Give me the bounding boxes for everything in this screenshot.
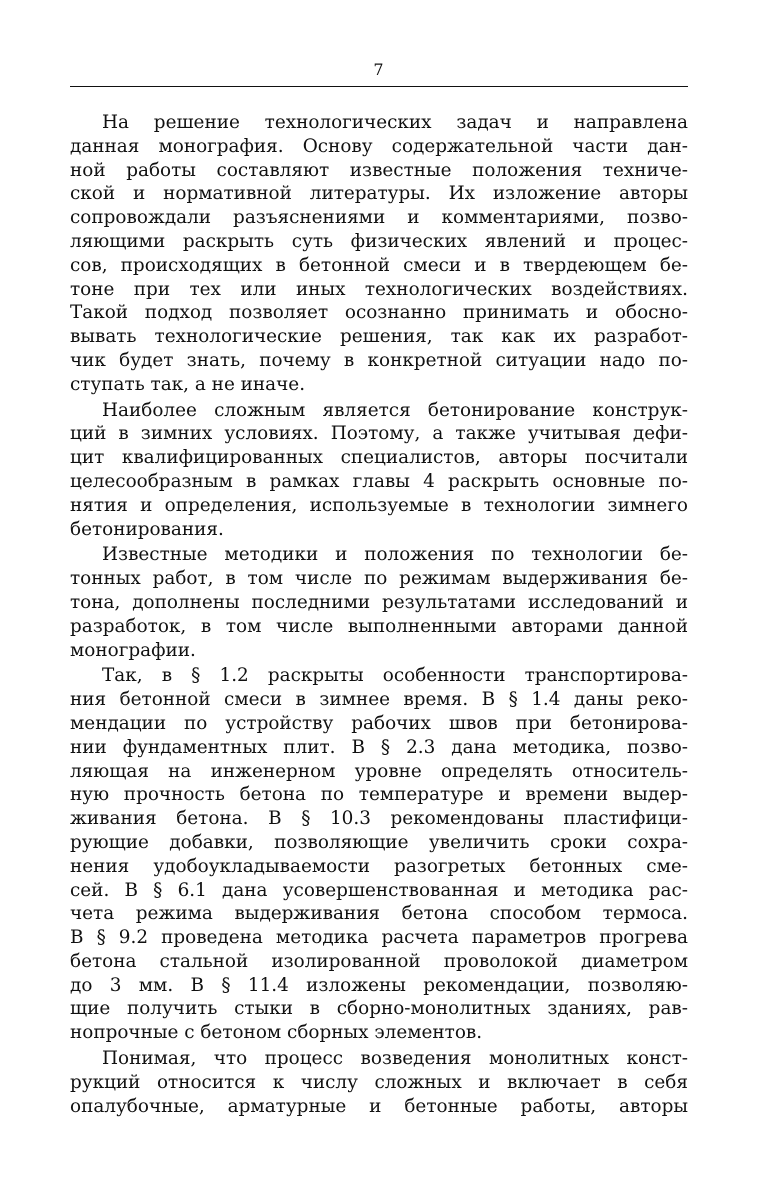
text-line: тона, дополнены последними результатами исследований и <box>70 591 688 613</box>
text-line: нения удобоукладываемости разогретых бетонных сме- <box>70 855 688 877</box>
text-line: нятия и определения, используемые в технологии зимнего <box>70 494 688 516</box>
body-text <box>70 111 688 1118</box>
paragraph <box>70 399 688 542</box>
text-line: опалубочные, арматурные и бетонные работы, авторы <box>70 1095 688 1117</box>
text-line: монографии. <box>70 639 196 661</box>
text-line: ляющая на инженерном уровне определять относитель- <box>70 760 688 782</box>
text-line: цит квалифицированных специалистов, авторы посчитали <box>70 447 688 469</box>
text-line: до 3 мм. В § 11.4 изложены рекомендации, позволяю- <box>70 974 688 996</box>
text-line: бетонирования. <box>70 518 224 540</box>
text-line: сов, происходящих в бетонной смеси и в твердеющем бе- <box>70 254 688 276</box>
text-line: На решение технологических задач и направлена <box>102 112 688 133</box>
text-line: Известные методики и положения по технологии бе- <box>102 544 688 566</box>
text-line: щие получить стыки в сборно-монолитных зданиях, рав- <box>70 998 688 1020</box>
paragraph <box>70 111 688 397</box>
text-line: тоне при тех или иных технологических воздействиях. <box>70 278 688 300</box>
text-line: целесообразным в рамках главы 4 раскрыть основные по- <box>70 470 688 492</box>
text-line: ния бетонной смеси в зимнее время. В § 1.4 даны реко- <box>70 689 688 711</box>
text-line: вывать технологические решения, так как их разработ- <box>70 326 688 348</box>
text-line: сей. В § 6.1 дана усовершенствованная и методика рас- <box>70 879 688 901</box>
text-line: сопровождали разъяснениями и комментариями, позво- <box>70 207 688 229</box>
text-line: данная монография. Основу содержательной части дан- <box>70 135 688 157</box>
text-line: тонных работ, в том числе по режимам выдерживания бе- <box>70 568 688 590</box>
text-line: живания бетона. В § 10.3 рекомендованы пластифици- <box>70 808 688 830</box>
text-line: чик будет знать, почему в конкретной ситуации надо по- <box>70 349 688 371</box>
text-line: рующие добавки, позволяющие увеличить сроки сохра- <box>70 831 688 853</box>
text-line: Так, в § 1.2 раскрыты особенности транспортирова- <box>102 665 688 687</box>
paragraph <box>70 1047 688 1118</box>
text-line: бетона стальной изолированной проволокой диаметром <box>70 950 688 972</box>
text-line: ную прочность бетона по температуре и времени выдер- <box>70 784 688 806</box>
text-line: Наиболее сложным является бетонирование конструк- <box>102 399 688 421</box>
text-line: нопрочные с бетоном сборных элементов. <box>70 1022 483 1044</box>
text-line: нии фундаментных плит. В § 2.3 дана методика, позво- <box>70 736 688 758</box>
text-line: ций в зимних условиях. Поэтому, а также учитывая дефи- <box>70 423 688 445</box>
page-number: 7 <box>373 60 384 79</box>
text-line: ступать так, а не иначе. <box>70 373 306 395</box>
text-line: Такой подход позволяет осознанно принимать и обосно- <box>70 302 688 324</box>
text-line: ной работы составляют известные положения техниче- <box>70 159 688 181</box>
paragraph <box>70 543 688 662</box>
header-rule <box>70 86 688 87</box>
text-line: рукций относится к числу сложных и включает в себя <box>70 1071 688 1093</box>
text-line: ляющими раскрыть суть физических явлений и процес- <box>70 230 688 252</box>
paragraph <box>70 664 688 1045</box>
text-line: ской и нормативной литературы. Их изложение авторы <box>70 183 688 205</box>
text-line: В § 9.2 проведена методика расчета параметров прогрева <box>70 927 688 949</box>
text-line: чета режима выдерживания бетона способом термоса. <box>70 903 688 925</box>
text-line: разработок, в том числе выполненными авторами данной <box>70 615 688 637</box>
text-line: мендации по устройству рабочих швов при бетонирова- <box>70 712 688 734</box>
text-line: Понимая, что процесс возведения монолитных конст- <box>102 1048 688 1070</box>
